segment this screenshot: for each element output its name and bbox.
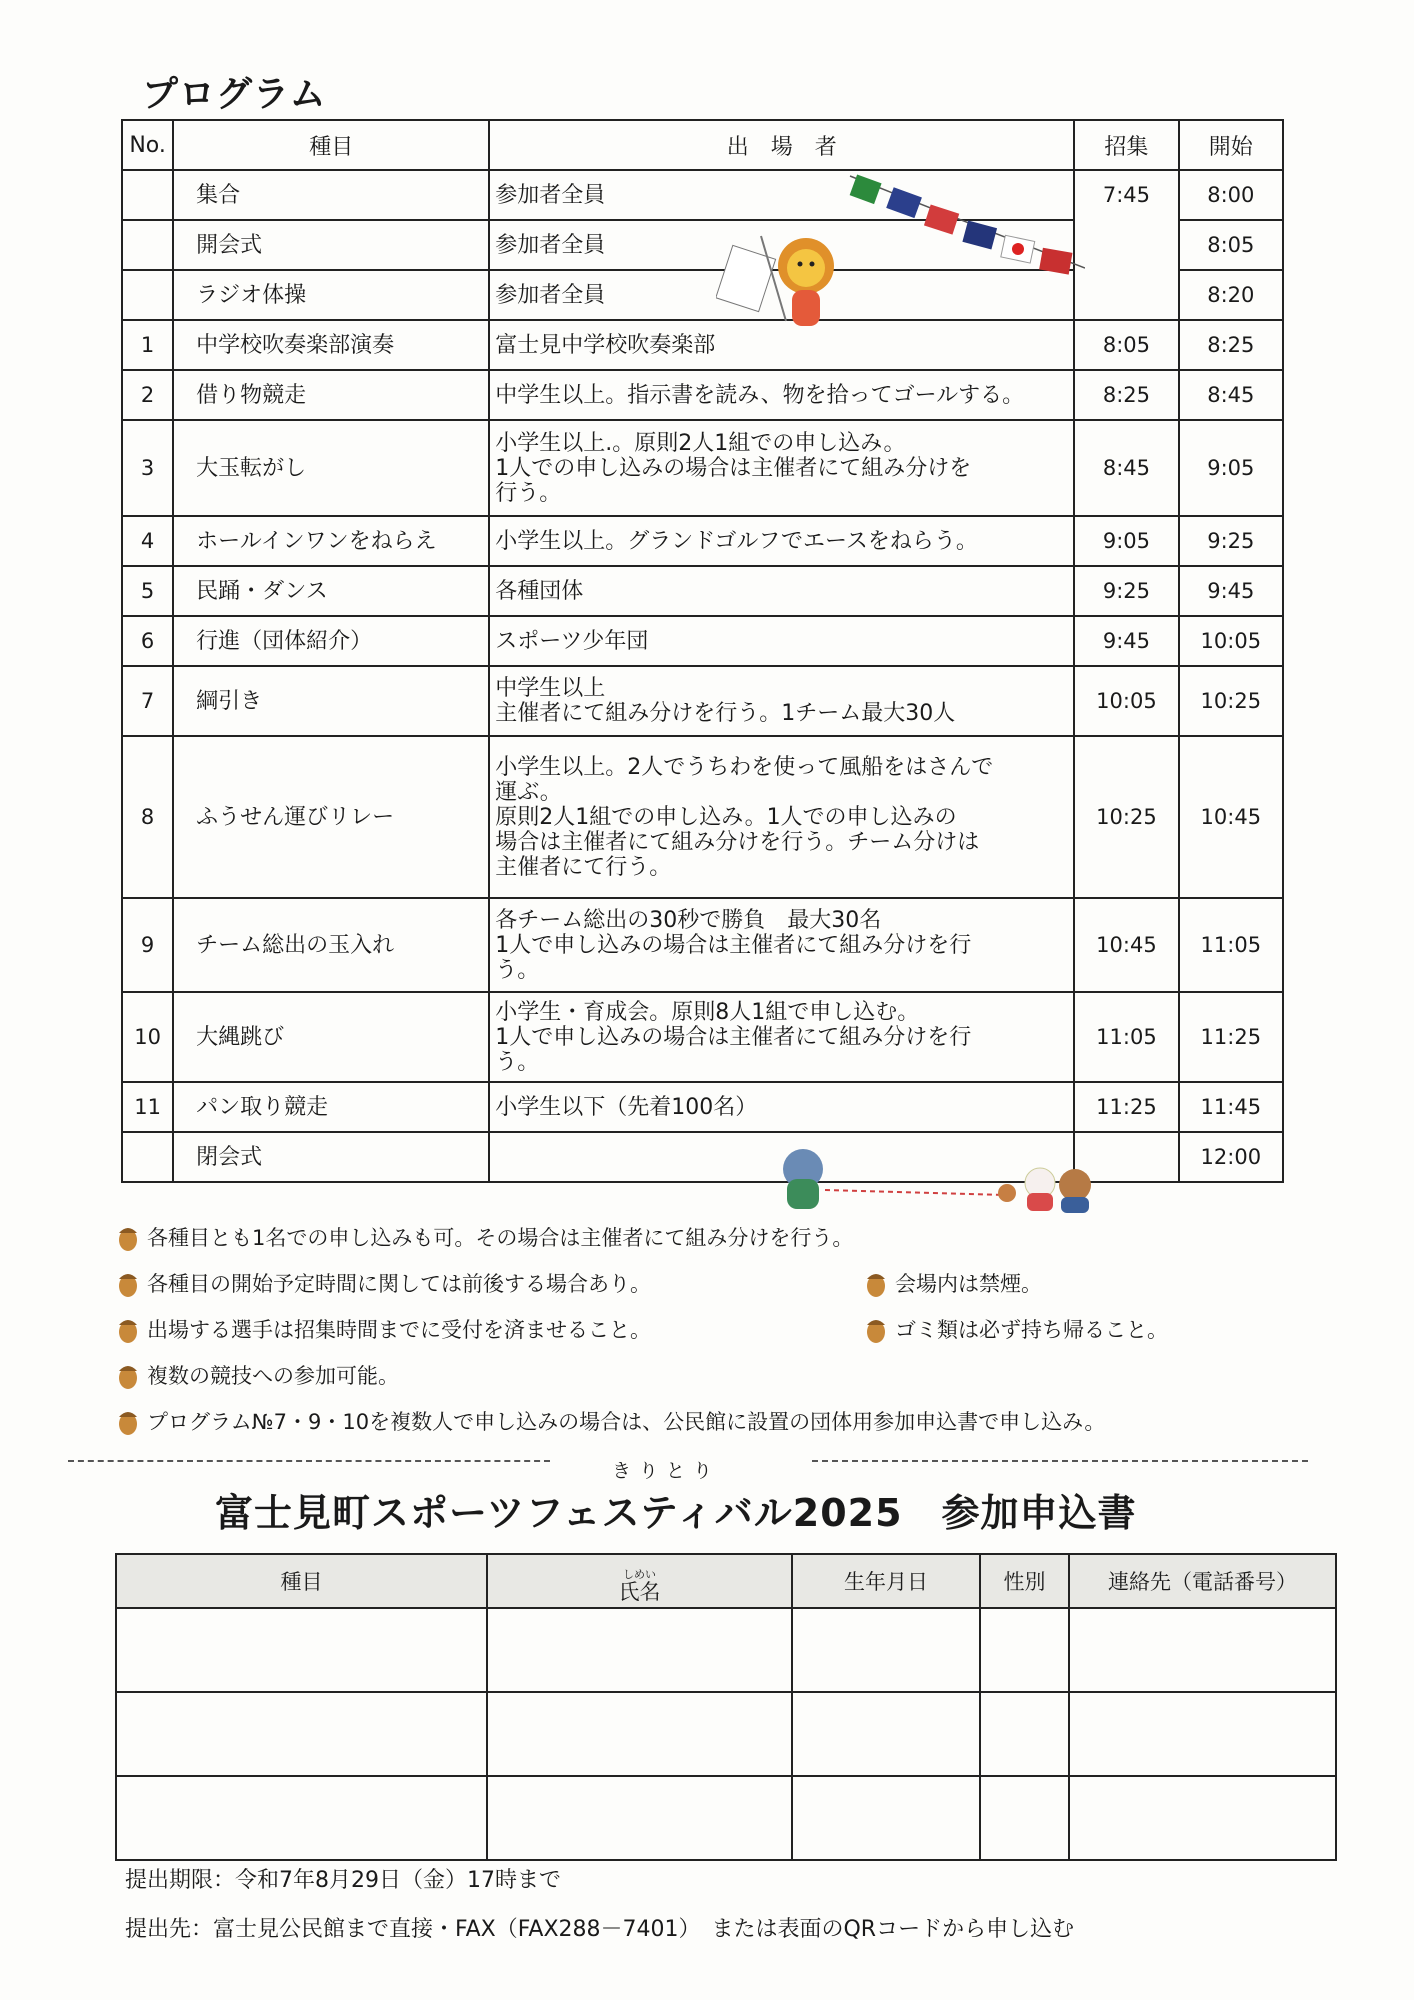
start-time: 10:25 <box>1179 666 1283 736</box>
header-no: No. <box>122 120 173 170</box>
event-name: 中学校吹奏楽部演奏 <box>173 320 489 370</box>
description-line: 1人で申し込みの場合は主催者にて組み分けを行 <box>495 1024 972 1050</box>
description-line: 小学生・育成会。原則8人1組で申し込む。 <box>495 999 920 1025</box>
participants-description <box>489 1082 1074 1132</box>
form-title: 富士見町スポーツフェスティバル2025 参加申込書 <box>215 1491 1137 1535</box>
event-name: 借り物競走 <box>173 370 489 420</box>
form-header-event: 種目 <box>116 1554 487 1608</box>
gender-entry-field[interactable] <box>980 1692 1069 1776</box>
event-name: 開会式 <box>173 220 489 270</box>
acorn-icon <box>117 1223 139 1251</box>
contact-entry-field[interactable] <box>1069 1776 1336 1860</box>
program-row <box>122 1082 1283 1132</box>
event-name: 大縄跳び <box>173 992 489 1082</box>
note-text: プログラム№7・9・10を複数人で申し込みの場合は、公民館に設置の団体用参加申込書で申し込み。 <box>147 1410 1106 1434</box>
description-line: 小学生以上。2人でうちわを使って風船をはさんで <box>495 754 994 780</box>
form-entry-row <box>116 1692 1336 1776</box>
event-entry-field[interactable] <box>116 1608 487 1692</box>
description-line: 運ぶ。 <box>495 779 562 805</box>
description-line: 主催者にて組み分けを行う。1チーム最大30人 <box>495 701 956 726</box>
program-title: プログラム <box>142 74 327 115</box>
program-header-row <box>122 120 1283 170</box>
description-line: 小学生以上。グランドゴルフでエースをねらう。 <box>495 528 978 554</box>
program-table <box>121 119 1284 1183</box>
call-time: 11:05 <box>1074 992 1178 1082</box>
acorn-icon <box>117 1269 139 1297</box>
acorn-icon <box>117 1361 139 1389</box>
note-text: 会場内は禁煙。 <box>895 1272 1042 1296</box>
program-row <box>122 566 1283 616</box>
contact-entry-field[interactable] <box>1069 1608 1336 1692</box>
start-time: 11:05 <box>1179 898 1283 992</box>
program-row <box>122 320 1283 370</box>
participants-description <box>489 898 1074 992</box>
form-entry-row <box>116 1776 1336 1860</box>
flag-garland-illustration <box>845 168 1085 288</box>
note-item <box>117 1314 651 1344</box>
event-name: パン取り競走 <box>173 1082 489 1132</box>
row-number: 2 <box>122 370 173 420</box>
participants-description <box>489 736 1074 898</box>
header-participants: 出 場 者 <box>489 120 1074 170</box>
form-header-row <box>116 1554 1336 1608</box>
row-number <box>122 1132 173 1182</box>
start-time: 8:05 <box>1179 220 1283 270</box>
event-name: 閉会式 <box>173 1132 489 1182</box>
row-number: 5 <box>122 566 173 616</box>
note-text: 各種目の開始予定時間に関しては前後する場合あり。 <box>147 1272 651 1296</box>
animals-tug-illustration <box>775 1135 1095 1215</box>
row-number: 4 <box>122 516 173 566</box>
gender-entry-field[interactable] <box>980 1776 1069 1860</box>
row-number: 6 <box>122 616 173 666</box>
submission-destination: 提出先：富士見公民館まで直接・FAX（FAX288－7401） または表面のQRコードから申し込む <box>125 1917 1075 1942</box>
acorn-icon <box>117 1315 139 1343</box>
description-line: 各種団体 <box>495 578 584 604</box>
program-row <box>122 370 1283 420</box>
start-time: 9:45 <box>1179 566 1283 616</box>
event-name: 行進（団体紹介） <box>173 616 489 666</box>
row-number: 7 <box>122 666 173 736</box>
description-line: 1人での申し込みの場合は主催者にて組み分けを <box>495 455 972 481</box>
note-item <box>117 1360 399 1390</box>
description-line: 中学生以上 <box>495 676 606 701</box>
description-line: 参加者全員 <box>495 232 606 258</box>
call-time: 10:05 <box>1074 666 1178 736</box>
participants-description <box>489 370 1074 420</box>
start-time: 8:25 <box>1179 320 1283 370</box>
call-time: 10:45 <box>1074 898 1178 992</box>
participants-description <box>489 992 1074 1082</box>
description-line: 1人で申し込みの場合は主催者にて組み分けを行 <box>495 932 972 958</box>
event-entry-field[interactable] <box>116 1776 487 1860</box>
birthdate-entry-field[interactable] <box>792 1776 980 1860</box>
program-row <box>122 666 1283 736</box>
event-entry-field[interactable] <box>116 1692 487 1776</box>
description-line: 富士見中学校吹奏楽部 <box>495 332 716 358</box>
name-label: 氏名 <box>618 1580 661 1604</box>
submission-deadline: 提出期限：令和7年8月29日（金）17時まで <box>125 1868 561 1893</box>
call-time: 8:25 <box>1074 370 1178 420</box>
participants-description <box>489 666 1074 736</box>
start-time: 11:25 <box>1179 992 1283 1082</box>
row-number: 8 <box>122 736 173 898</box>
program-row <box>122 898 1283 992</box>
participants-description <box>489 420 1074 516</box>
birthdate-entry-field[interactable] <box>792 1608 980 1692</box>
note-item <box>117 1222 853 1252</box>
header-call-time: 招集 <box>1074 120 1178 170</box>
description-line: 各チーム総出の30秒で勝負 最大30名 <box>495 907 882 933</box>
birthdate-entry-field[interactable] <box>792 1692 980 1776</box>
contact-entry-field[interactable] <box>1069 1692 1336 1776</box>
participants-description <box>489 516 1074 566</box>
start-time: 10:05 <box>1179 616 1283 666</box>
cut-here-label: きりとり <box>612 1460 721 1482</box>
description-line: 小学生以下（先着100名） <box>495 1094 758 1120</box>
program-row <box>122 992 1283 1082</box>
description-line: 参加者全員 <box>495 182 606 208</box>
start-time: 8:45 <box>1179 370 1283 420</box>
description-line: 参加者全員 <box>495 282 606 308</box>
event-name: 民踊・ダンス <box>173 566 489 616</box>
call-time: 8:45 <box>1074 420 1178 516</box>
event-name: ホールインワンをねらえ <box>173 516 489 566</box>
header-start-time: 開始 <box>1179 120 1283 170</box>
program-row <box>122 616 1283 666</box>
call-time: 9:45 <box>1074 616 1178 666</box>
note-item <box>865 1314 1168 1344</box>
description-line: う。 <box>495 1049 540 1075</box>
start-time: 11:45 <box>1179 1082 1283 1132</box>
name-entry-field[interactable] <box>487 1608 792 1692</box>
event-name: 大玉転がし <box>173 420 489 516</box>
acorn-icon <box>865 1315 887 1343</box>
description-line: う。 <box>495 957 540 983</box>
description-line: 場合は主催者にて組み分けを行う。チーム分けは <box>495 829 980 855</box>
row-number: 11 <box>122 1082 173 1132</box>
description-line: 主催者にて行う。 <box>495 854 672 880</box>
start-time: 8:20 <box>1179 270 1283 320</box>
event-name: 集合 <box>173 170 489 220</box>
description-line: 原則2人1組での申し込み。1人での申し込みの <box>495 804 957 830</box>
call-time: 7:45 <box>1074 170 1178 320</box>
note-text: 複数の競技への参加可能。 <box>147 1364 399 1388</box>
form-header-name <box>487 1554 792 1608</box>
acorn-icon <box>865 1269 887 1297</box>
call-time: 10:25 <box>1074 736 1178 898</box>
participants-description <box>489 616 1074 666</box>
program-row <box>122 420 1283 516</box>
note-item <box>117 1406 1105 1436</box>
event-name: 綱引き <box>173 666 489 736</box>
note-text: 各種目とも1名での申し込みも可。その場合は主催者にて組み分けを行う。 <box>147 1226 854 1250</box>
row-number <box>122 170 173 220</box>
note-item <box>117 1268 651 1298</box>
call-time: 9:05 <box>1074 516 1178 566</box>
program-row <box>122 1132 1283 1182</box>
call-time: 8:05 <box>1074 320 1178 370</box>
program-row <box>122 736 1283 898</box>
lion-mascot-illustration <box>716 226 856 336</box>
call-time: 9:25 <box>1074 566 1178 616</box>
form-header-birthdate: 生年月日 <box>792 1554 980 1608</box>
row-number <box>122 220 173 270</box>
row-number <box>122 270 173 320</box>
start-time: 12:00 <box>1179 1132 1283 1182</box>
description-line: 中学生以上。指示書を読み、物を拾ってゴールする。 <box>495 382 1025 408</box>
form-header-gender: 性別 <box>980 1554 1069 1608</box>
start-time: 9:25 <box>1179 516 1283 566</box>
participants-description <box>489 566 1074 616</box>
program-row <box>122 170 1283 220</box>
row-number: 10 <box>122 992 173 1082</box>
program-row <box>122 516 1283 566</box>
form-header-contact: 連絡先（電話番号） <box>1069 1554 1336 1608</box>
cut-line-left <box>68 1460 550 1462</box>
start-time: 8:00 <box>1179 170 1283 220</box>
description-line: スポーツ少年団 <box>495 628 649 654</box>
application-form-table <box>115 1553 1337 1861</box>
event-name: チーム総出の玉入れ <box>173 898 489 992</box>
note-text: ゴミ類は必ず持ち帰ること。 <box>895 1318 1168 1342</box>
description-line: 小学生以上.。原則2人1組での申し込み。 <box>495 430 906 456</box>
event-name: ラジオ体操 <box>173 270 489 320</box>
note-item <box>865 1268 1042 1298</box>
row-number: 9 <box>122 898 173 992</box>
row-number: 3 <box>122 420 173 516</box>
acorn-icon <box>117 1407 139 1435</box>
name-entry-field[interactable] <box>487 1776 792 1860</box>
header-event: 種目 <box>173 120 489 170</box>
name-ruby: しめい <box>623 1568 656 1581</box>
gender-entry-field[interactable] <box>980 1608 1069 1692</box>
name-entry-field[interactable] <box>487 1692 792 1776</box>
cut-line-right <box>812 1460 1308 1462</box>
note-text: 出場する選手は招集時間までに受付を済ませること。 <box>147 1318 651 1342</box>
description-line: 行う。 <box>495 480 562 506</box>
event-name: ふうせん運びリレー <box>173 736 489 898</box>
call-time: 11:25 <box>1074 1082 1178 1132</box>
start-time: 9:05 <box>1179 420 1283 516</box>
start-time: 10:45 <box>1179 736 1283 898</box>
row-number: 1 <box>122 320 173 370</box>
form-entry-row <box>116 1608 1336 1692</box>
